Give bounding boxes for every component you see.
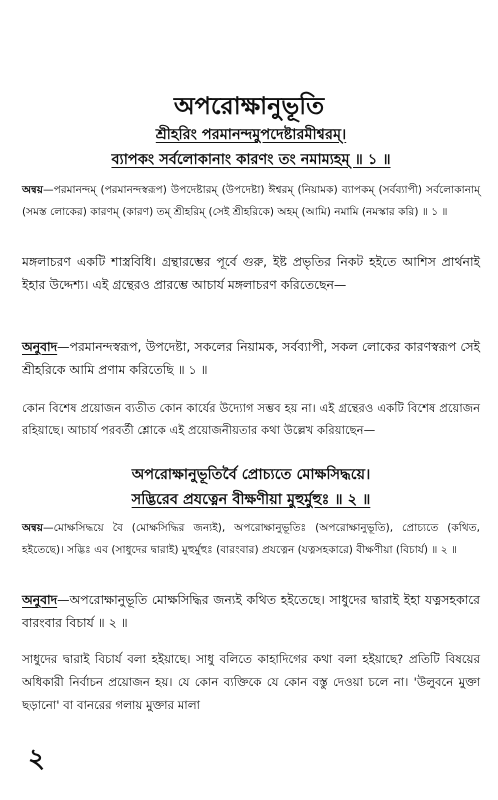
page-title: অপরোক্ষানুভূতি xyxy=(173,92,325,120)
anuvad-2-text: —অপরোক্ষানুভূতি মোক্ষসিদ্ধির জন্যই কথিত হইতেছে। সাধুদের দ্বারাই ইহা যত্নসহকারে বারংবার বিচার্য ॥ ২ ॥ xyxy=(22,592,480,630)
verse-1 xyxy=(22,123,480,173)
anuvad-1-text: —পরমানন্দস্বরূপ, উপদেষ্টা, সকলের নিয়ামক, সর্বব্যাপী, সকল লোকের কারণস্বরূপ সেই শ্রীহরিকে আমি প্রণাম করিতেছি ॥ ১ ॥ xyxy=(22,339,480,377)
anvaya-1-label: অন্বয় xyxy=(22,184,44,196)
anvaya-2 xyxy=(22,517,480,561)
verse-2-line-1: অপরোক্ষানুভূতির্বৈ প্রোচ্যতে মোক্ষসিদ্ধয়ে। xyxy=(131,467,371,483)
paragraph-1: মঙ্গলাচরণ একটি শাস্ত্রবিধি। গ্রন্থারম্ভের পূর্বে গুরু, ইষ্ট প্রভৃতির নিকট হইতে আশিস প্রার্থনাই ইহার উদ্দেশ্য। এই গ্রন্থেরও প্রারম্ভে আচার্য মঙ্গলাচরণ করিতেছেন— xyxy=(22,254,480,292)
anuvad-1 xyxy=(22,335,480,381)
anvaya-2-label: অন্বয় xyxy=(22,522,44,534)
anvaya-2-text: —মোক্ষসিদ্ধয়ে বৈ (মোক্ষসিদ্ধির জন্যই), অপরোক্ষানুভূতিঃ (অপরোক্ষানুভূতি), প্রোচ্যতে (কথিত, হইতেছে)। সদ্ভিঃ এব (সাধুদের দ্বারাই) মুহুর্মুহুঃ (বারংবার) প্রযত্নেন (যত্নসহকারে) বীক্ষণীয়া (বিচার্য) ॥ ২ ॥ xyxy=(22,522,480,556)
verse-1-line-2: ব্যাপকং সর্বলোকানাং কারণং তং নমাম্যহম্‌ ॥ ১ ॥ xyxy=(111,152,391,168)
verse-1-line-1: শ্রীহরিং পরমানন্দমুপদেষ্টারমীশ্বরম্‌। xyxy=(155,127,347,143)
verse-2 xyxy=(22,463,480,513)
anuvad-2-label: অনুবাদ xyxy=(22,592,58,607)
anuvad-2 xyxy=(22,588,480,634)
anvaya-1-text: —পরমানন্দম্‌ (পরমানন্দস্বরূপ) উপদেষ্টারম্‌ (উপদেষ্টা) ঈশ্বরম্‌ (নিয়ামক) ব্যাপকম্‌ (সর্বব্যাপী) সর্বলোকানাম্‌ (সমস্ত লোকের) কারণম্‌ (কারণ) তম্‌ শ্রীহরিম্‌ (সেই শ্রীহরিকে) অহম্‌ (আমি) নমামি (নমস্কার করি) ॥ ১ ॥ xyxy=(22,184,480,218)
page-number: ২ xyxy=(28,744,45,774)
anuvad-1-label: অনুবাদ xyxy=(22,339,58,354)
verse-2-line-2: সদ্ভিরেব প্রযত্নেন বীক্ষণীয়া মুহুর্মুহুঃ ॥ ২ ॥ xyxy=(131,492,371,508)
paragraph-2: কোন বিশেষ প্রয়োজন ব্যতীত কোন কার্যের উদ্যোগ সম্ভব হয় না। এই গ্রন্থেরও একটি বিশেষ প্রয়োজন রহিয়াছে। আচার্য পরবর্তী শ্লোকে এই প্রয়োজনীয়তার কথা উল্লেখ করিয়াছেন— xyxy=(22,401,480,437)
paragraph-3: সাধুদের দ্বারাই বিচার্য বলা হইয়াছে। সাধু বলিতে কাহাদিগের কথা বলা হইয়াছে? প্রতিটি বিষয়ের অধিকারী নির্বাচন প্রয়োজন হয়। যে কোন ব্যক্তিকে যে কোন বস্তু দেওয়া চলে না। 'উলুবনে মুক্তা ছড়ানো' বা বানরের গলায় মুক্তার মালা xyxy=(22,652,480,712)
anvaya-1 xyxy=(22,179,480,223)
